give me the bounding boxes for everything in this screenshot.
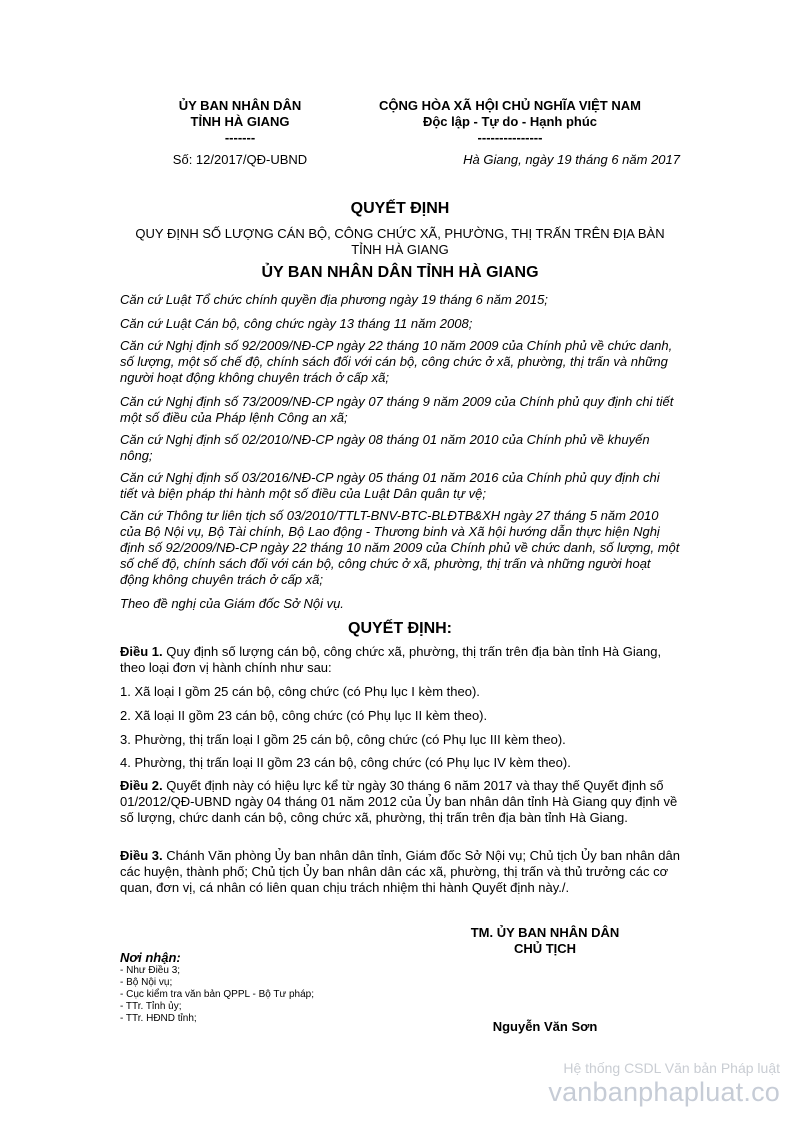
article-1-label: Điều 1. [120,644,163,659]
article-1-item: 2. Xã loại II gồm 23 cán bộ, công chức (có Phụ lục II kèm theo). [120,708,488,723]
recipient-item: - Bộ Nội vụ; [120,977,173,988]
issuer-divider: ------- [224,130,256,145]
national-motto-block [340,98,680,146]
article-2-label: Điều 2. [120,778,163,793]
signature-title: TM. ỦY BAN NHÂN DÂN [470,925,620,940]
watermark-line-2: vanbanphapluat.co [548,1077,780,1107]
issuer-block [140,98,340,146]
national-motto: Độc lập - Tự do - Hạnh phúc [422,114,598,129]
issuer-province: TỈNH HÀ GIANG [190,114,290,129]
recipient-item: - Như Điều 3; [120,965,181,976]
basis-8: Theo đề nghị của Giám đốc Sở Nội vụ. [120,596,344,611]
article-3-label: Điều 3. [120,848,163,863]
document-number: Số: 12/2017/QĐ-UBND [172,152,308,167]
recipients-heading: Nơi nhận: [120,950,181,965]
article-2-text: Quyết định này có hiệu lực kể từ ngày 30 tháng 6 năm 2017 và thay thế Quyết định số 01/2012/QĐ-UBND ngày 04 tháng 01 năm 2012 của Ủy ban nhân dân tỉnh Hà Giang quy định về số lượng, chức danh cán bộ, công chức xã, phường, thị trấn trên địa bàn tỉnh Hà Giang. [120,778,678,825]
watermark-line-1: Hệ thống CSDL Văn bản Pháp luật [563,1060,780,1076]
basis-3: Căn cứ Nghị định số 92/2009/NĐ-CP ngày 22 tháng 10 năm 2009 của Chính phủ về chức danh, số lượng, một số chế độ, chính sách đối với cán bộ, công chức ở xã, phường, thị trấn và những người hoạt động không chuyên trách ở cấp xã; [120,338,673,385]
recipients-list [120,965,420,1025]
signature-position: CHỦ TỊCH [513,941,577,956]
basis-2: Căn cứ Luật Cán bộ, công chức ngày 13 tháng 11 năm 2008; [120,316,473,331]
issuing-authority: ỦY BAN NHÂN DÂN TỈNH HÀ GIANG [261,264,539,281]
basis-5: Căn cứ Nghị định số 02/2010/NĐ-CP ngày 08 tháng 01 năm 2010 của Chính phủ về khuyến nông; [120,432,650,463]
basis-4: Căn cứ Nghị định số 73/2009/NĐ-CP ngày 07 tháng 9 năm 2009 của Chính phủ quy định chi tiết một số điều của Pháp lệnh Công an xã; [120,394,674,425]
article-1-item: 4. Phường, thị trấn loại II gồm 23 cán bộ, công chức (có Phụ lục IV kèm theo). [120,755,571,770]
article-1 [120,644,680,676]
subtitle-line-2: TỈNH HÀ GIANG [351,242,449,257]
decision-heading: QUYẾT ĐỊNH: [348,620,452,637]
issuer-name: ỦY BAN NHÂN DÂN [178,98,302,113]
subtitle-line-1: QUY ĐỊNH SỐ LƯỢNG CÁN BỘ, CÔNG CHỨC XÃ, PHƯỜNG, THỊ TRẤN TRÊN ĐỊA BÀN [135,226,665,241]
document-title: QUYẾT ĐỊNH [350,200,450,217]
recipient-item: - Cục kiểm tra văn bản QPPL - Bộ Tư pháp; [120,989,315,1000]
recipient-item: - TTr. Tỉnh ủy; [120,1001,182,1012]
basis-7: Căn cứ Thông tư liên tịch số 03/2010/TTLT-BNV-BTC-BLĐTB&XH ngày 27 tháng 5 năm 2010 của Bộ Nội vụ, Bộ Tài chính, Bộ Lao động - Thương binh và Xã hội hướng dẫn thực hiện Nghị định số 92/2009/NĐ-CP ngày 22 tháng 10 năm 2009 của Chính phủ về chức danh, số lượng, một số chế độ, chính sách đối với cán bộ, công chức ở xã, phường, thị trấn và những người hoạt động không chuyên trách ở cấp xã; [120,508,680,587]
document-subtitle [120,226,680,258]
motto-divider: --------------- [477,130,543,145]
national-name: CỘNG HÒA XÃ HỘI CHỦ NGHĨA VIỆT NAM [379,98,641,113]
signature-block [440,925,650,957]
article-1-item: 3. Phường, thị trấn loại I gồm 25 cán bộ, công chức (có Phụ lục III kèm theo). [120,732,566,747]
article-3-text: Chánh Văn phòng Ủy ban nhân dân tỉnh, Giám đốc Sở Nội vụ; Chủ tịch Ủy ban nhân dân các huyện, thành phố; Chủ tịch Ủy ban nhân dân các xã, phường, thị trấn và thủ trưởng các cơ quan, đơn vị, cá nhân có liên quan chịu trách nhiệm thi hành Quyết định này./. [120,848,680,895]
document-date: Hà Giang, ngày 19 tháng 6 năm 2017 [463,152,680,167]
article-2 [120,778,680,826]
basis-1: Căn cứ Luật Tổ chức chính quyền địa phương ngày 19 tháng 6 năm 2015; [120,292,548,307]
article-3 [120,848,680,896]
article-1-item: 1. Xã loại I gồm 25 cán bộ, công chức (có Phụ lục I kèm theo). [120,684,480,699]
article-1-text: Quy định số lượng cán bộ, công chức xã, phường, thị trấn trên địa bàn tỉnh Hà Giang, theo loại đơn vị hành chính như sau: [120,644,662,675]
basis-6: Căn cứ Nghị định số 03/2016/NĐ-CP ngày 05 tháng 01 năm 2016 của Chính phủ quy định chi tiết và biện pháp thi hành một số điều của Luật Dân quân tự vệ; [120,470,660,501]
recipient-item: - TTr. HĐND tỉnh; [120,1013,197,1024]
signer-name: Nguyễn Văn Sơn [492,1019,598,1034]
